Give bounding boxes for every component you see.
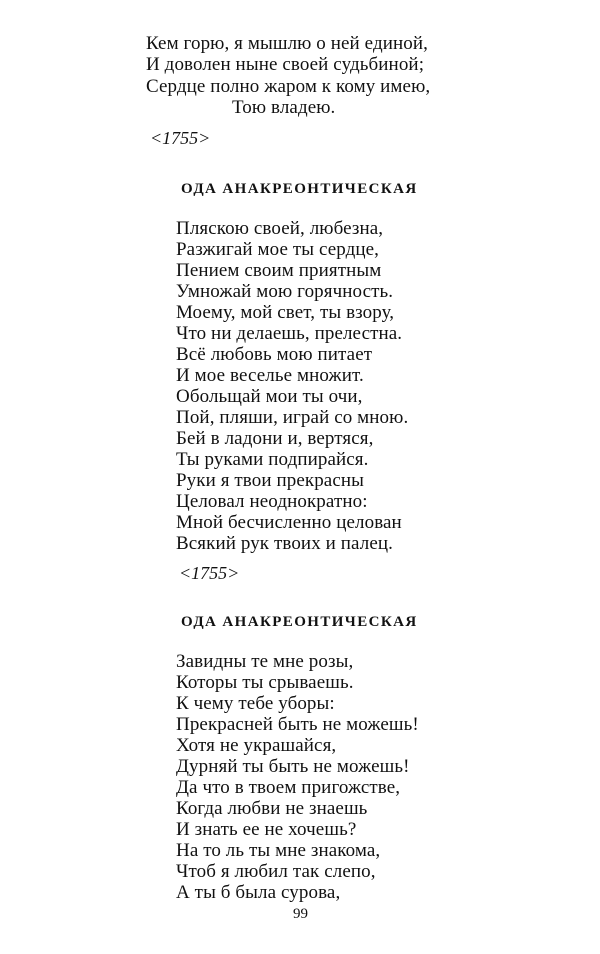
verse-line: Обольщай мои ты очи, <box>176 386 363 407</box>
poem-title: ОДА АНАКРЕОНТИЧЕСКАЯ <box>181 614 418 630</box>
verse-line: К чему тебе уборы: <box>176 693 335 714</box>
verse-line: Что ни делаешь, прелестна. <box>176 323 403 344</box>
verse-line: А ты б была сурова, <box>176 882 341 903</box>
verse-line: Завидны те мне розы, <box>176 651 354 672</box>
verse-line: Пением своим приятным <box>176 260 382 281</box>
verse-line: На то ль ты мне знакома, <box>176 840 381 861</box>
verse-line: Когда любви не знаешь <box>176 798 368 819</box>
verse-line: Прекрасней быть не можешь! <box>176 714 419 735</box>
verse-line: Ты руками подпирайся. <box>176 449 369 470</box>
verse-line: Разжигай мое ты сердце, <box>176 239 380 260</box>
verse-line: Мной бесчисленно целован <box>176 512 402 533</box>
poem-date: <1755> <box>150 128 211 148</box>
verse-line: Пой, пляши, играй со мною. <box>176 407 409 428</box>
verse-line: Да что в твоем пригожстве, <box>176 777 401 798</box>
poem-title: ОДА АНАКРЕОНТИЧЕСКАЯ <box>181 181 418 197</box>
verse-line: Тою владею. <box>232 97 336 118</box>
verse-line: И мое веселье множит. <box>176 365 364 386</box>
verse-line: Моему, мой свет, ты взору, <box>176 302 395 323</box>
verse-line: Дурняй ты быть не можешь! <box>176 756 410 777</box>
verse-line: Целовал неоднократно: <box>176 491 368 512</box>
page-number: 99 <box>293 906 308 922</box>
verse-line: Всё любовь мою питает <box>176 344 373 365</box>
verse-line: Всякий рук твоих и палец. <box>176 533 393 554</box>
verse-line: Которы ты срываешь. <box>176 672 354 693</box>
verse-line: Кем горю, я мышлю о ней единой, <box>146 33 428 54</box>
verse-line: Сердце полно жаром к кому имею, <box>146 76 431 97</box>
poem-date: <1755> <box>179 563 240 583</box>
verse-line: Хотя не украшайся, <box>176 735 337 756</box>
verse-line: Чтоб я любил так слепо, <box>176 861 376 882</box>
verse-line: Пляскою своей, любезна, <box>176 218 384 239</box>
verse-line: Умножай мою горячность. <box>176 281 394 302</box>
verse-line: Бей в ладони и, вертяся, <box>176 428 374 449</box>
verse-line: И доволен ныне своей судьбиной; <box>146 54 425 75</box>
verse-line: Руки я твои прекрасны <box>176 470 364 491</box>
verse-line: И знать ее не хочешь? <box>176 819 357 840</box>
